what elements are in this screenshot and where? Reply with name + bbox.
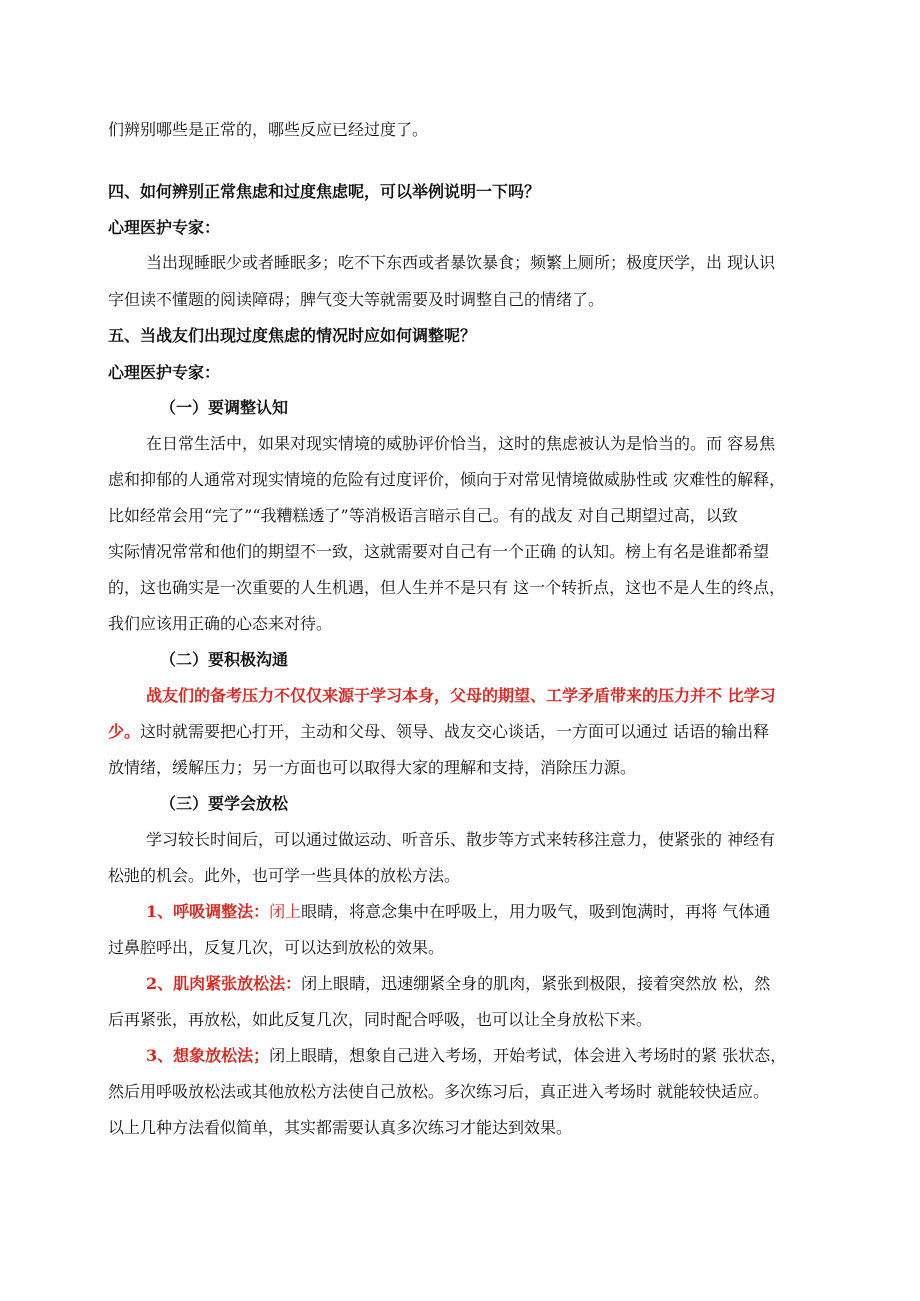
method-3-label: 3、想象放松法； (146, 1046, 270, 1065)
method-1-label: 1、呼吸调整法： (146, 902, 270, 921)
section-1-line: 实际情况常常和他们的期望不一致，这就需要对自己有一个正确 的认知。榜上有名是谁都希望 (108, 542, 770, 561)
method-2-line-2: 后再紧张，再放松，如此反复几次，同时配合呼吸，也可以让全身放松下来。 (108, 1010, 653, 1029)
section-1-line: 我们应该用正确的心态来对待。 (108, 614, 333, 633)
method-2-line (146, 974, 856, 994)
section-2-highlight-line: 战友们的备考压力不仅仅来源于学习本身，父母的期望、工学矛盾带来的压力并不 比学习 (146, 686, 776, 705)
expert-label: 心理医护专家： (108, 363, 221, 382)
question-4-heading: 四、如何辨别正常焦虑和过度焦虑呢，可以举例说明一下吗？ (108, 182, 541, 201)
section-3-line: 学习较长时间后，可以通过做运动、听音乐、散步等方式来转移注意力，使紧张的 神经有 (146, 830, 776, 849)
section-2-title: （二）要积极沟通 (160, 650, 289, 669)
intro-paragraph-line: 们辨别哪些是正常的，哪些反应已经过度了。 (108, 120, 429, 139)
method-3-line-3: 以上几种方法看似简单，其实都需要认真多次练习才能达到效果。 (108, 1118, 573, 1137)
method-3-line (146, 1046, 856, 1066)
section-3-title: （三）要学会放松 (160, 794, 289, 813)
method-1-highlight: 闭上 (269, 902, 302, 921)
section-1-title: （一）要调整认知 (160, 398, 289, 417)
method-1-line-2: 过鼻腔呼出，反复几次，可以达到放松的效果。 (108, 938, 445, 957)
section-2-highlight-end: 少。 (108, 722, 141, 741)
section-2-line (108, 722, 818, 742)
section-2-line: 放情绪，缓解压力；另一方面也可以取得大家的理解和支持，消除压力源。 (108, 758, 637, 777)
method-3-line-2: 然后用呼吸放松法或其他放松方法使自己放松。多次练习后，真正进入考场时 就能较快适应。 (108, 1082, 770, 1101)
question-5-heading: 五、当战友们出现过度焦虑的情况时应如何调整呢？ (108, 326, 477, 345)
q4-answer-line-2: 字但读不懂题的阅读障碍；脾气变大等就需要及时调整自己的情绪了。 (108, 290, 605, 309)
method-2-label: 2、肌肉紧张放松法： (146, 974, 302, 993)
section-1-line: 比如经常会用“完了”“我糟糕透了”等消极语言暗示自己。有的战友 对自己期望过高，以致 (108, 506, 738, 525)
expert-label: 心理医护专家： (108, 218, 221, 237)
section-1-line: 的，这也确实是一次重要的人生机遇，但人生并不是只有 这一个转折点，这也不是人生的终点， (108, 578, 786, 597)
section-1-line: 在日常生活中，如果对现实情境的威胁评价恰当，这时的焦虑被认为是恰当的。而 容易焦 (146, 434, 776, 453)
section-3-line: 松弛的机会。此外，也可学一些具体的放松方法。 (108, 866, 461, 885)
method-2-text: 闭上眼睛，迅速绷紧全身的肌肉，紧张到极限，接着突然放 松，然 (301, 974, 771, 993)
q4-answer-line-1: 当出现睡眠少或者睡眠多；吃不下东西或者暴饮暴食；频繁上厕所；极度厌学，出 现认识 (146, 253, 776, 272)
section-2-text: 这时就需要把心打开，主动和父母、领导、战友交心谈话，一方面可以通过 话语的输出释 (140, 722, 770, 741)
method-1-line (146, 902, 856, 922)
method-3-text: 闭上眼睛，想象自己进入考场，开始考试，体会进入考场时的紧 张状态， (269, 1046, 787, 1065)
section-1-line: 虑和抑郁的人通常对现实情境的危险有过度评价，倾向于对常见情境做威胁性或 灾难性的解释， (108, 470, 786, 489)
method-1-text: 眼睛，将意念集中在呼吸上，用力吸气，吸到饱满时，再将 气体通 (301, 902, 771, 921)
